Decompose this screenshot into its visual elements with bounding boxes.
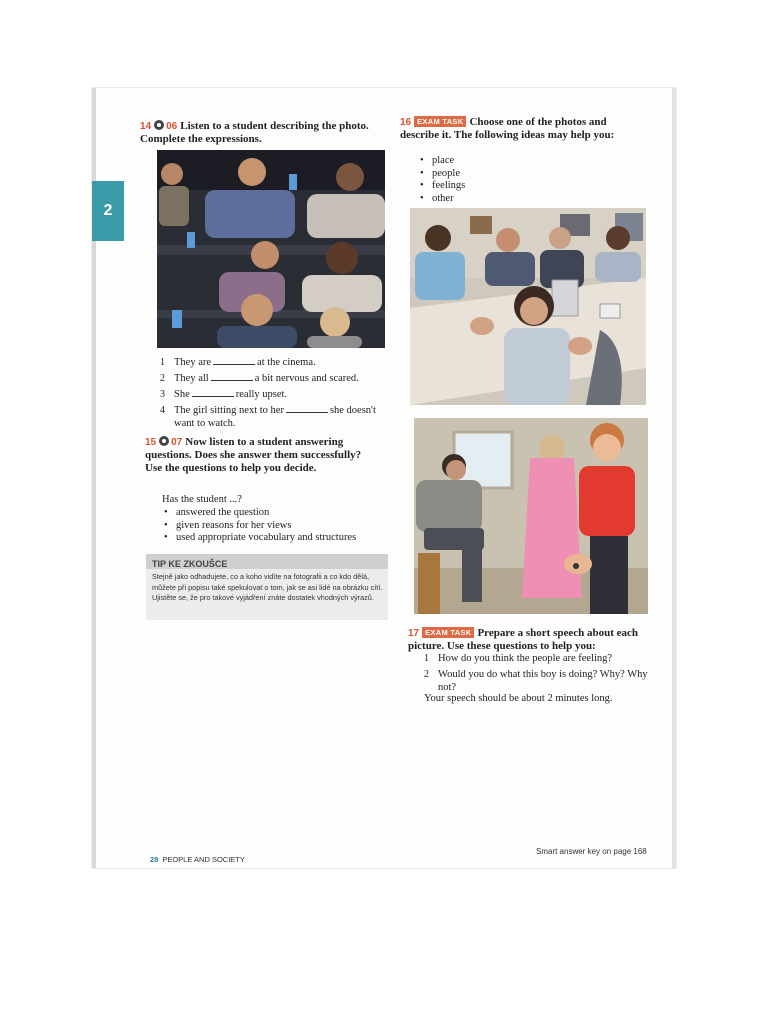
ex16-heading [400,115,630,142]
tip-text: Stejně jako odhadujete, co a koho vidíte na fotografii a co kdo dělá, můžete při popisu také spekulovat o tom, jak se asi lidé na obrázku cítí. Ujistěte se, že pro takové vyjádření znáte dostatek vhodných výrazů. [152,572,383,602]
office-photo [410,208,646,405]
bullet-item: • people [418,168,618,181]
cd-icon [154,120,164,130]
ex16-title: Choose one of the photos and describe it. The following ideas may help you: [400,116,615,141]
answer-blank[interactable] [286,404,328,413]
cd-icon [159,436,169,446]
chapter-tab [92,181,124,241]
page-edge [672,88,676,868]
ex16-bullets [418,155,618,205]
answer-blank[interactable] [192,388,234,397]
section-name: PEOPLE AND SOCIETY [162,855,245,864]
ex14-track: 06 [166,121,178,132]
answer-key-reference: Smart answer key on page 168 [536,847,647,856]
ex14-item: 3 She really upset. [160,389,288,400]
ex15-bullets [162,507,388,545]
ex17-question: 1 How do you think the people are feeling? [424,653,613,664]
ex15-track: 07 [171,437,183,448]
chapter-number: 2 [103,202,113,219]
ex17-number: 17 [408,628,420,639]
tip-header [146,554,388,569]
ex17-closing: Your speech should be about 2 minutes long. [424,693,613,704]
ex16-number: 16 [400,117,412,128]
ex14-title: Listen to a student describing the photo. Complete the expressions. [140,120,369,145]
bullet-item: • other [418,193,618,206]
exam-task-badge: EXAM TASK [414,116,466,127]
ex17-questions [424,652,652,697]
tip-title: TIP KE ZKOUŠCE [152,559,228,569]
kitchen-photo [414,418,648,614]
ex15-title: Now listen to a student answering questions. Does she answer them successfully? Use the questions to help you decide. [145,436,362,474]
ex15-lead: Has the student ...? [162,494,242,505]
ex14-number: 14 [140,121,152,132]
exam-task-badge: EXAM TASK [422,627,474,638]
ex14-item: 2 They all a bit nervous and scared. [160,373,359,384]
ex17-question: 2 Would you do what this boy is doing? Why? Why not? [424,669,648,693]
page-number: 28 [150,855,159,864]
bullet-item: • feelings [418,180,618,193]
cinema-photo [157,150,385,348]
bullet-item: • used appropriate vocabulary and structures [162,532,388,545]
footer-left [150,855,245,864]
answer-blank[interactable] [211,372,253,381]
answer-blank[interactable] [213,356,255,365]
ex17-heading [408,626,648,653]
ex15-heading [145,436,380,475]
bullet-item: • given reasons for her views [162,520,388,533]
bullet-item: • answered the question [162,507,388,520]
ex14-items [160,356,388,433]
ex17-title: Prepare a short speech about each picture. Use these questions to help you: [408,627,639,652]
ex14-item: 4 The girl sitting next to her she doesn't want to watch. [160,405,376,429]
ex14-heading [140,120,385,146]
ex14-item: 1 They are at the cinema. [160,357,316,368]
ex15-number: 15 [145,437,157,448]
bullet-item: • place [418,155,618,168]
